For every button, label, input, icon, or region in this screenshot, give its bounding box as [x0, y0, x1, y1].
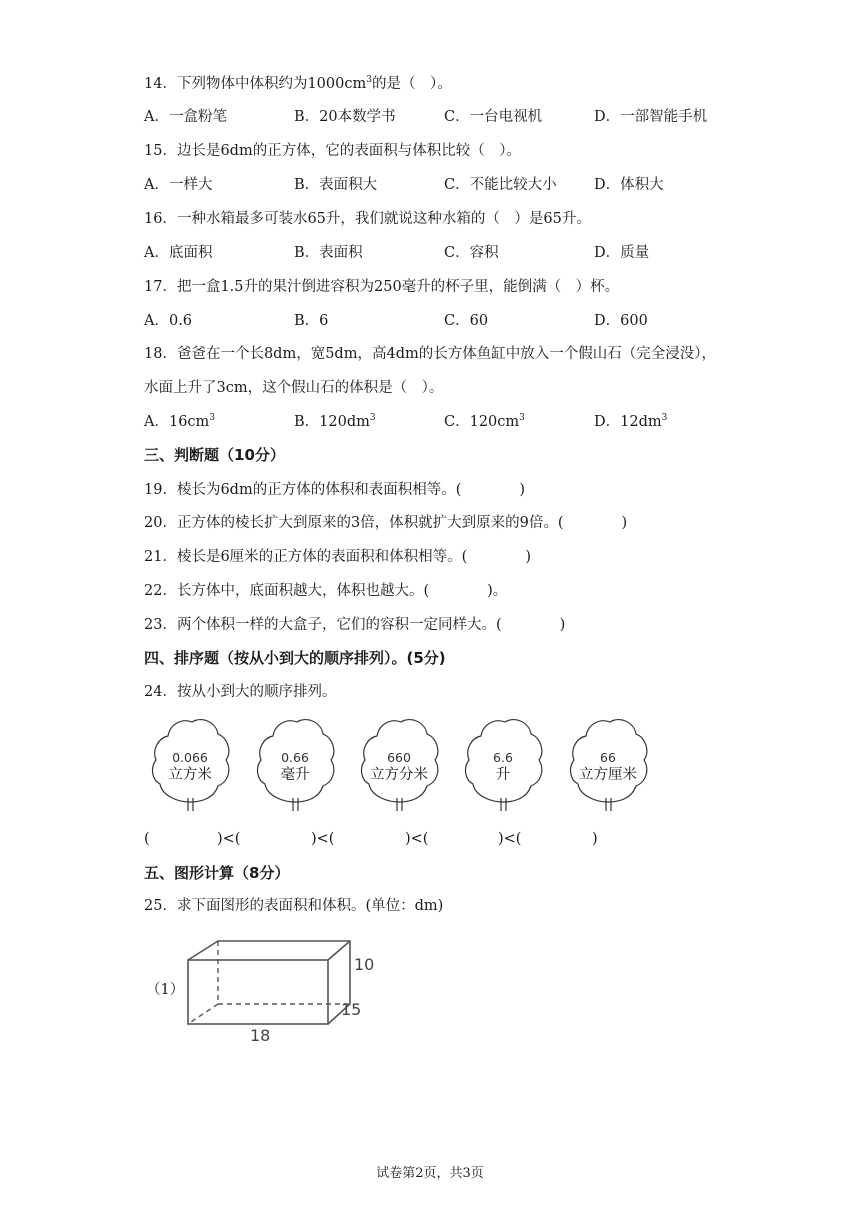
tree-card-3	[357, 714, 441, 814]
question-23: 23．两个体积一样的大盒子，它们的容积一定同样大。( )	[144, 617, 566, 633]
question-14: 14．下列物体中体积约为$1000cm^3$的是（ ）。	[144, 75, 452, 92]
q15-option-b: B．表面积大	[294, 177, 378, 193]
tree-unit: 立方分米	[370, 767, 428, 783]
question-21: 21．棱长是6厘米的正方体的表面积和体积相等。( )	[144, 549, 531, 565]
answer-paren-close: )	[592, 831, 598, 847]
question-17: 17．把一盒1.5升的果汁倒进容积为250毫升的杯子里，能倒满（ ）杯。	[144, 279, 620, 295]
tree-card-2	[253, 714, 337, 814]
dimension-width: 15	[341, 1000, 362, 1019]
question-20: 20．正方体的棱长扩大到原来的3倍，体积就扩大到原来的9倍。( )	[144, 515, 628, 531]
page-footer: 试卷第2页，共3页	[376, 1166, 484, 1181]
question-18-line1: 18．爸爸在一个长8dm，宽5dm，高4dm的长方体鱼缸中放入一个假山石（完全浸没），	[144, 346, 716, 362]
tree-card-1	[148, 714, 232, 814]
question-18-line2: 水面上升了3cm，这个假山石的体积是（ ）。	[144, 380, 444, 396]
q14-option-c: C．一台电视机	[444, 109, 543, 125]
tree-unit: 立方米	[168, 767, 212, 783]
q16-option-c: C．容积	[444, 245, 499, 261]
q17-option-a: A．0.6	[144, 313, 193, 329]
q14-option-a: A．一盒粉笔	[144, 109, 227, 125]
dimension-length: 18	[250, 1026, 271, 1045]
question-22: 22．长方体中，底面积越大，体积也越大。( )。	[144, 583, 508, 599]
tree-card-4	[461, 714, 545, 814]
section-4-heading: 四、排序题（按从小到大的顺序排列）。(5分)	[144, 649, 446, 667]
tree-value: 660	[387, 750, 411, 765]
question-16: 16．一种水箱最多可装水65升，我们就说这种水箱的（ ）是65升。	[144, 211, 591, 227]
section-3-heading: 三、判断题（10分）	[144, 446, 285, 464]
question-25: 25．求下面图形的表面积和体积。(单位：dm)	[144, 898, 444, 914]
figure-label: （1）	[146, 982, 185, 998]
q18-option-c: C．$120cm^3$	[444, 413, 525, 430]
q18-option-a: A．$16cm^3$	[144, 413, 216, 430]
tree-value: 0.66	[281, 750, 309, 765]
tree-value: 0.066	[172, 750, 208, 765]
answer-separator-1: )<(	[217, 831, 241, 847]
tree-unit: 升	[495, 767, 511, 783]
q14-option-d: D．一部智能手机	[594, 109, 708, 125]
tree-value: 6.6	[493, 750, 513, 765]
answer-separator-3: )<(	[405, 831, 429, 847]
q15-option-d: D．体积大	[594, 177, 664, 193]
question-15: 15．边长是6dm的正方体，它的表面积与体积比较（ ）。	[144, 143, 521, 159]
q16-option-a: A．底面积	[144, 245, 213, 261]
answer-separator-4: )<(	[498, 831, 522, 847]
q17-option-b: B．6	[294, 313, 329, 329]
question-24: 24．按从小到大的顺序排列。	[144, 684, 337, 700]
q16-option-b: B．表面积	[294, 245, 363, 261]
q15-option-a: A．一样大	[144, 177, 213, 193]
q17-option-c: C．60	[444, 313, 489, 329]
tree-value: 66	[600, 750, 616, 765]
q17-option-d: D．600	[594, 313, 648, 329]
tree-unit: 毫升	[280, 767, 310, 783]
dimension-height: 10	[354, 955, 375, 974]
section-5-heading: 五、图形计算（8分）	[144, 864, 290, 882]
q16-option-d: D．质量	[594, 245, 650, 261]
q15-option-c: C．不能比较大小	[444, 177, 557, 193]
tree-unit: 立方厘米	[579, 767, 637, 783]
answer-separator-2: )<(	[311, 831, 335, 847]
question-19: 19．棱长为6dm的正方体的体积和表面积相等。( )	[144, 482, 526, 498]
q18-option-b: B．$120dm^3$	[294, 413, 376, 430]
q18-option-d: D．$12dm^3$	[594, 413, 668, 430]
cuboid-figure	[185, 938, 355, 1030]
tree-card-5	[566, 714, 650, 814]
q14-option-b: B．20本数学书	[294, 109, 396, 125]
answer-paren-open: (	[144, 831, 150, 847]
